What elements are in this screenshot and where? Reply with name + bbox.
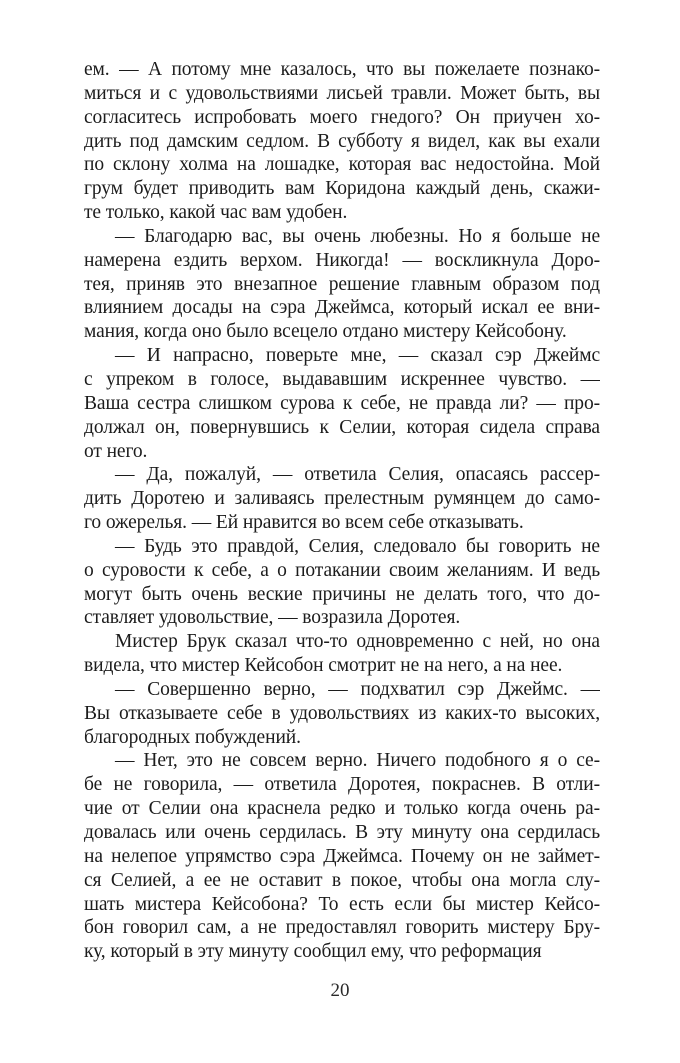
text-line: те только, какой час вам удобен. xyxy=(84,202,348,224)
text-line: дить Доротею и заливаясь прелестным румянцем до само- xyxy=(84,488,600,510)
text-line: Вы отказываете себе в удовольствиях из каких-то высоких, xyxy=(84,702,600,724)
text-line: на нелепое упрямство сэра Джеймса. Почему он не займет- xyxy=(84,845,600,867)
paragraph xyxy=(84,344,600,463)
page-number: 20 xyxy=(330,980,350,1001)
text-line: довалась или очень сердилась. В эту минуту она сердилась xyxy=(84,822,600,843)
page-text xyxy=(84,58,600,964)
text-line: видела, что мистер Кейсобон смотрит не на него, а на нее. xyxy=(84,655,563,677)
text-line: Мистер Брук сказал что-то одновременно с ней, но она xyxy=(115,631,600,653)
text-line: — Совершенно верно, — подхватил сэр Джеймс. — xyxy=(115,678,600,700)
text-line: ставляет удовольствие, — возразила Доротея. xyxy=(84,607,461,629)
text-line: грум будет приводить вам Коридона каждый день, скажи- xyxy=(84,178,600,200)
text-line: ем. — А потому мне казалось, что вы пожелаете познако- xyxy=(84,59,600,80)
text-line: с упреком в голосе, выдававшим искреннее чувство. — xyxy=(84,368,600,390)
text-line: шать мистера Кейсобона? То есть если бы мистер Кейсо- xyxy=(84,893,600,915)
text-line: тея, приняв это внезапное решение главным образом под xyxy=(84,273,600,295)
paragraph xyxy=(84,535,600,630)
text-line: влиянием досады на сэра Джеймса, который искал ее вни- xyxy=(84,297,600,319)
text-line: благородных побуждений. xyxy=(84,726,301,748)
text-line: миться и с удовольствиями лисьей травли. Может быть, вы xyxy=(84,82,600,104)
text-line: чие от Селии она краснела редко и только когда очень ра- xyxy=(84,798,600,820)
paragraph xyxy=(84,225,600,344)
text-line: го ожерелья. — Ей нравится во всем себе отказывать. xyxy=(84,512,524,534)
text-line: могут быть очень веские причины не делать того, что до- xyxy=(84,583,600,605)
text-line: намерена ездить верхом. Никогда! — воскликнула Доро- xyxy=(84,249,600,271)
text-line: ся Селией, а ее не оставит в покое, чтобы она могла слу- xyxy=(84,869,600,891)
text-line: — Да, пожалуй, — ответила Селия, опасаясь рассер- xyxy=(115,464,600,486)
text-line: о суровости к себе, а о потакании своим желаниям. И ведь xyxy=(84,559,600,581)
paragraph xyxy=(84,749,600,964)
text-line: — Нет, это не совсем верно. Ничего подобного я о се- xyxy=(115,750,600,772)
paragraph xyxy=(84,678,600,750)
text-line: от него. xyxy=(84,440,148,462)
text-line: бе не говорила, — ответила Доротея, покраснев. В отли- xyxy=(84,774,600,796)
paragraph xyxy=(84,630,600,678)
text-line: дить под дамским седлом. В субботу я видел, как вы ехали xyxy=(84,130,600,152)
text-line: бон говорил сам, а не предоставлял говорить мистеру Бру- xyxy=(84,917,600,939)
text-line: должал он, повернувшись к Селии, которая сидела справа xyxy=(84,416,600,438)
text-line: согласитесь испробовать моего гнедого? Он приучен хо- xyxy=(84,106,600,128)
text-line: — И напрасно, поверьте мне, — сказал сэр Джеймс xyxy=(115,345,600,367)
text-line: по склону холма на лошадке, которая вас недостойна. Мой xyxy=(84,154,600,176)
text-line: ку, который в эту минуту сообщил ему, что реформация xyxy=(84,941,542,963)
text-line: Ваша сестра слишком сурова к себе, не правда ли? — про- xyxy=(84,392,600,414)
text-line: — Благодарю вас, вы очень любезны. Но я больше не xyxy=(115,225,600,247)
paragraph xyxy=(84,58,600,225)
text-line: — Будь это правдой, Селия, следовало бы говорить не xyxy=(115,535,600,557)
text-line: мания, когда оно было всецело отдано мистеру Кейсобону. xyxy=(84,321,567,343)
paragraph xyxy=(84,463,600,535)
